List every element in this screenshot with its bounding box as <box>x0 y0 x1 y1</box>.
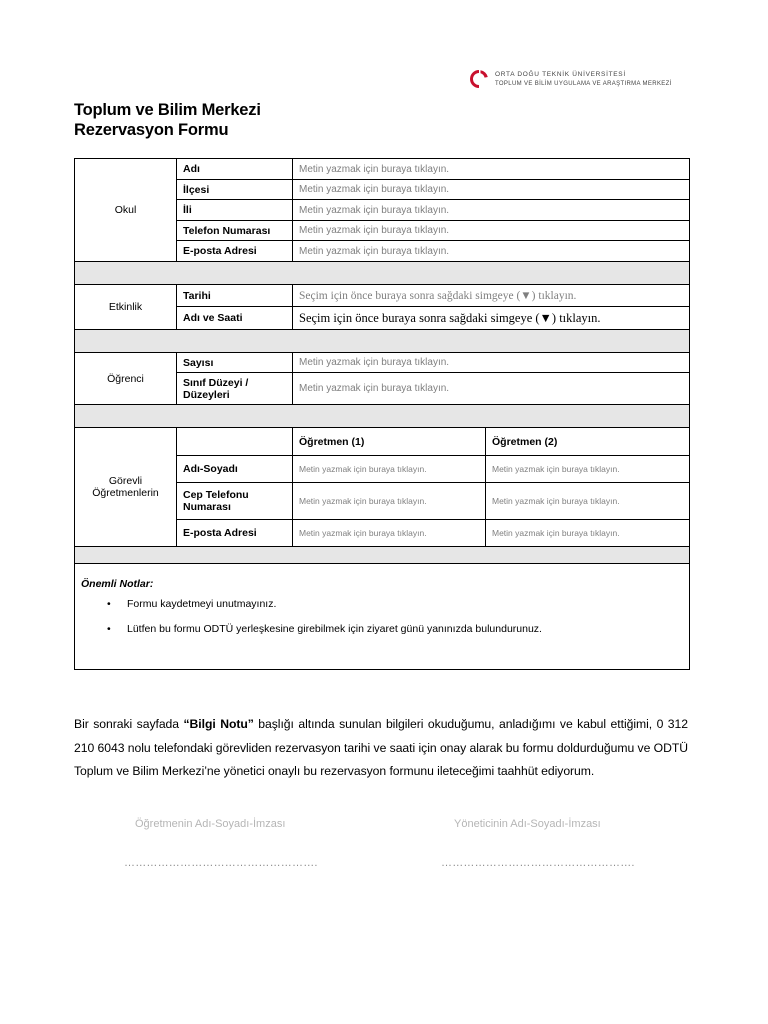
separator-cell <box>75 262 690 285</box>
event-name-time-picker[interactable]: Seçim için önce buraya sonra sağdaki simgeye (▼) tıklayın. <box>293 307 690 330</box>
school-section-label: Okul <box>75 159 177 262</box>
school-district-field[interactable]: Metin yazmak için buraya tıklayın. <box>293 180 690 200</box>
school-row-name <box>75 159 690 180</box>
event-row-date <box>75 285 690 307</box>
event-section-label: Etkinlik <box>75 285 177 330</box>
reservation-form-table <box>74 158 690 670</box>
teacher2-name-field[interactable]: Metin yazmak için buraya tıklayın. <box>486 456 690 483</box>
note-item <box>81 623 683 635</box>
note-item <box>81 598 683 610</box>
notes-row <box>75 564 690 670</box>
teacher1-name-field[interactable]: Metin yazmak için buraya tıklayın. <box>293 456 486 483</box>
separator-cell <box>75 405 690 428</box>
note-text: Lütfen bu formu ODTÜ yerleşkesine girebilmek için ziyaret günü yanınızda bulundurunuz. <box>127 623 542 635</box>
notes-cell <box>75 564 690 670</box>
school-name-field[interactable]: Metin yazmak için buraya tıklayın. <box>293 159 690 180</box>
odtu-logo-icon <box>468 68 490 90</box>
teacher1-header: Öğretmen (1) <box>293 428 486 456</box>
note-text: Formu kaydetmeyi unutmayınız. <box>127 598 277 610</box>
event-date-label: Tarihi <box>177 285 293 307</box>
page-title-line2: Rezervasyon Formu <box>74 121 229 139</box>
separator-row <box>75 330 690 353</box>
separator-row <box>75 262 690 285</box>
separator-cell <box>75 330 690 353</box>
student-grade-field[interactable]: Metin yazmak için buraya tıklayın. <box>293 373 690 405</box>
declaration-text-end: başlığı altında sunulan bilgileri okuduğumu, anladığımı ve kabul ettiğimi, 0 312 210 6043 nolu telefondaki görevliden rezervasyon tarihi ve saati için onay alarak bu formu doldurduğumu ve ODTÜ Toplum ve Bilim Merkezi’ne yönetici onaylı bu rezervasyon formunu ileteceğimi taahhüt ediyorum. <box>74 717 688 778</box>
school-city-field[interactable]: Metin yazmak için buraya tıklayın. <box>293 200 690 221</box>
teacher-signature-line[interactable]: ……………………………………………. <box>124 857 318 869</box>
event-date-picker[interactable]: Seçim için önce buraya sonra sağdaki simgeye (▼) tıklayın. <box>293 285 690 307</box>
teachers-header-empty <box>177 428 293 456</box>
teacher1-email-field[interactable]: Metin yazmak için buraya tıklayın. <box>293 520 486 547</box>
declaration-bold-title: “Bilgi Notu” <box>183 717 254 731</box>
student-row-count <box>75 353 690 373</box>
teacher-name-label: Adı-Soyadı <box>177 456 293 483</box>
teacher-email-label: E-posta Adresi <box>177 520 293 547</box>
teacher-phone-label: Cep Telefonu Numarası <box>177 483 293 520</box>
school-phone-label: Telefon Numarası <box>177 221 293 241</box>
school-email-label: E-posta Adresi <box>177 241 293 262</box>
bullet: • <box>107 598 111 610</box>
event-name-time-label: Adı ve Saati <box>177 307 293 330</box>
teachers-header-row <box>75 428 690 456</box>
bullet: • <box>107 623 111 635</box>
declaration-paragraph <box>74 713 688 784</box>
student-grade-label: Sınıf Düzeyi / Düzeyleri <box>177 373 293 405</box>
student-count-field[interactable]: Metin yazmak için buraya tıklayın. <box>293 353 690 373</box>
separator-row <box>75 405 690 428</box>
separator-cell <box>75 547 690 564</box>
page-title-line1: Toplum ve Bilim Merkezi <box>74 101 261 119</box>
manager-signature-label: Yöneticinin Adı-Soyadı-İmzası <box>454 818 601 830</box>
teacher2-phone-field[interactable]: Metin yazmak için buraya tıklayın. <box>486 483 690 520</box>
school-email-field[interactable]: Metin yazmak için buraya tıklayın. <box>293 241 690 262</box>
logo-university-name: ORTA DOĞU TEKNİK ÜNİVERSİTESİ <box>495 71 626 78</box>
manager-signature-line[interactable]: ……………………………………………. <box>441 857 635 869</box>
student-section-label: Öğrenci <box>75 353 177 405</box>
teacher-signature-label: Öğretmenin Adı-Soyadı-İmzası <box>135 818 286 830</box>
declaration-text-start: Bir sonraki sayfada <box>74 717 184 731</box>
separator-row <box>75 547 690 564</box>
page-title <box>74 100 261 140</box>
student-count-label: Sayısı <box>177 353 293 373</box>
odtu-logo <box>468 68 698 94</box>
school-district-label: İlçesi <box>177 180 293 200</box>
teacher1-phone-field[interactable]: Metin yazmak için buraya tıklayın. <box>293 483 486 520</box>
teacher2-header: Öğretmen (2) <box>486 428 690 456</box>
logo-center-name: TOPLUM VE BİLİM UYGULAMA VE ARAŞTIRMA MERKEZİ <box>495 81 672 87</box>
school-phone-field[interactable]: Metin yazmak için buraya tıklayın. <box>293 221 690 241</box>
teachers-section-label: Görevli Öğretmenlerin <box>75 428 177 547</box>
school-city-label: İli <box>177 200 293 221</box>
teacher2-email-field[interactable]: Metin yazmak için buraya tıklayın. <box>486 520 690 547</box>
school-name-label: Adı <box>177 159 293 180</box>
notes-title: Önemli Notlar: <box>81 578 154 590</box>
